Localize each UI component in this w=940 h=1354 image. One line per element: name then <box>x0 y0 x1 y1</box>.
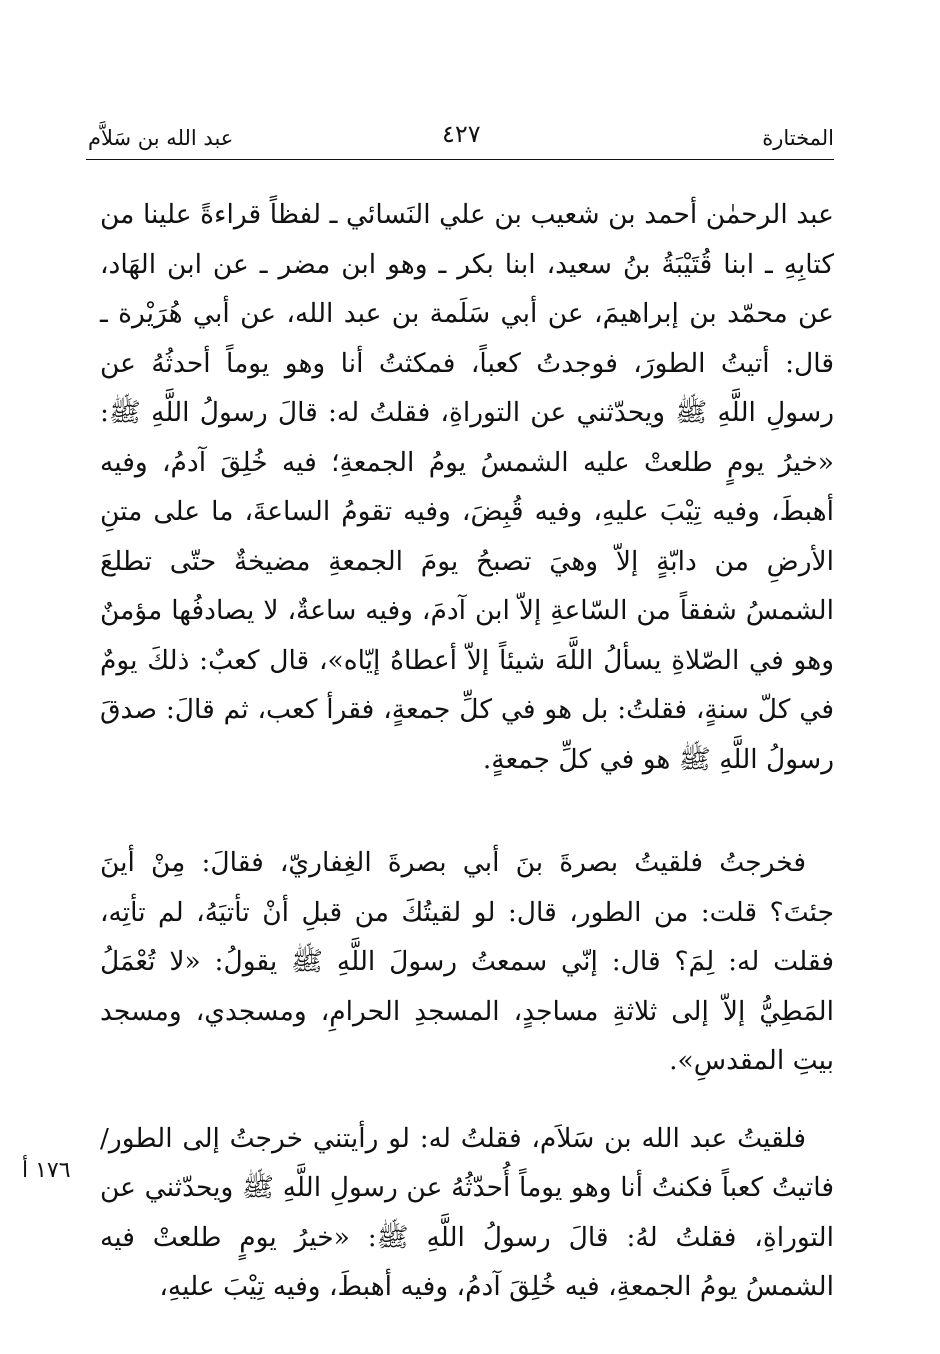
header-book-title: المختارة <box>762 126 834 150</box>
paragraph: فلقيتُ عبد الله بن سَلاَم، فقلتُ له: لو رأيتني خرجتُ إلى الطور/ فاتيتُ كعباً فكنتُ أنا وهو يوماً أُحدّثُهُ عن رسولِ اللَّهِ ﷺ ويحدّثني عن التوراةِ، فقلتُ لهُ: قالَ رسولُ اللَّهِ ﷺ: «خيرُ يومٍ طلعتْ فيه الشمسُ يومُ الجمعةِ، فيه خُلِقَ آدمُ، وفيه أهبطَ، وفيه تِيْبَ عليهِ، <box>100 1122 834 1302</box>
page-number: ٤٢٧ <box>442 120 481 148</box>
manuscript-folio-note: ١٧٦ أ <box>22 1158 71 1183</box>
header-section-title: عبد الله بن سَلاَّم <box>88 126 234 150</box>
paragraph: عبد الرحمٰن أحمد بن شعيب بن علي النَسائي ـ لفظاً قراءةً علينا من كتابِهِ ـ ابنا قُتَيْبَةُ بنُ سعيد، ابنا بكر ـ وهو ابن مضر ـ عن ابن الهَاد، عن محمّد بن إبراهيمَ، عن أبي سَلَمة بن عبد الله، عن أبي هُرَيْرة ـ قال: أتيتُ الطورَ، فوجدتُ كعباً، فمكثتُ أنا وهو يوماً أحدثُهُ عن رسولِ اللَّهِ ﷺ ويحدّثني عن التوراةِ، فقلتُ له: قالَ رسولُ اللَّهِ ﷺ: «خيرُ يومٍ طلعتْ عليه الشمسُ يومُ الجمعةِ؛ فيه خُلِقَ آدمُ، وفيه أهبطَ، وفيه تِيْبَ عليهِ، وفيه قُبِضَ، وفيه تقومُ الساعةَ، ما على متنِ الأرضِ من دابّةٍ إلاّ وهيَ تصبحُ يومَ الجمعةِ مضيخةٌ حتّى تطلعَ الشمسُ شفقاً من السّاعةِ إلاّ ابن آدمَ، وفيه ساعةٌ، لا يصادفُها مؤمنٌ وهو في الصّلاةِ يسألُ اللَّهَ شيئاً إلاّ أعطاهُ إيّاه»، قال كعبٌ: ذلكَ يومٌ في كلّ سنةٍ، فقلتُ: بل هو في كلِّ جمعةٍ، فقرأ كعب، ثم قالَ: صدقَ رسولُ اللَّهِ ﷺ هو في كلِّ جمعةٍ. <box>100 199 834 775</box>
header-rule <box>86 159 834 160</box>
main-text <box>100 190 834 1312</box>
paragraph: فخرجتُ فلقيتُ بصرةَ بنَ أبي بصرةَ الغِفاريّ، فقالَ: مِنْ أينَ جئتَ؟ قلت: من الطور، قال: لو لقيتُكَ من قبلِ أنْ تأتيَهُ، لم تأتِه، فقلت له: لِمَ؟ قال: إنّي سمعتُ رسولَ اللَّهِ ﷺ يقولُ: «لا تُعْمَلُ المَطِيُّ إلاّ إلى ثلاثةِ مساجدٍ، المسجدِ الحرامِ، ومسجدي، ومسجد بيتِ المقدسِ». <box>100 847 834 1076</box>
running-header <box>60 112 836 152</box>
